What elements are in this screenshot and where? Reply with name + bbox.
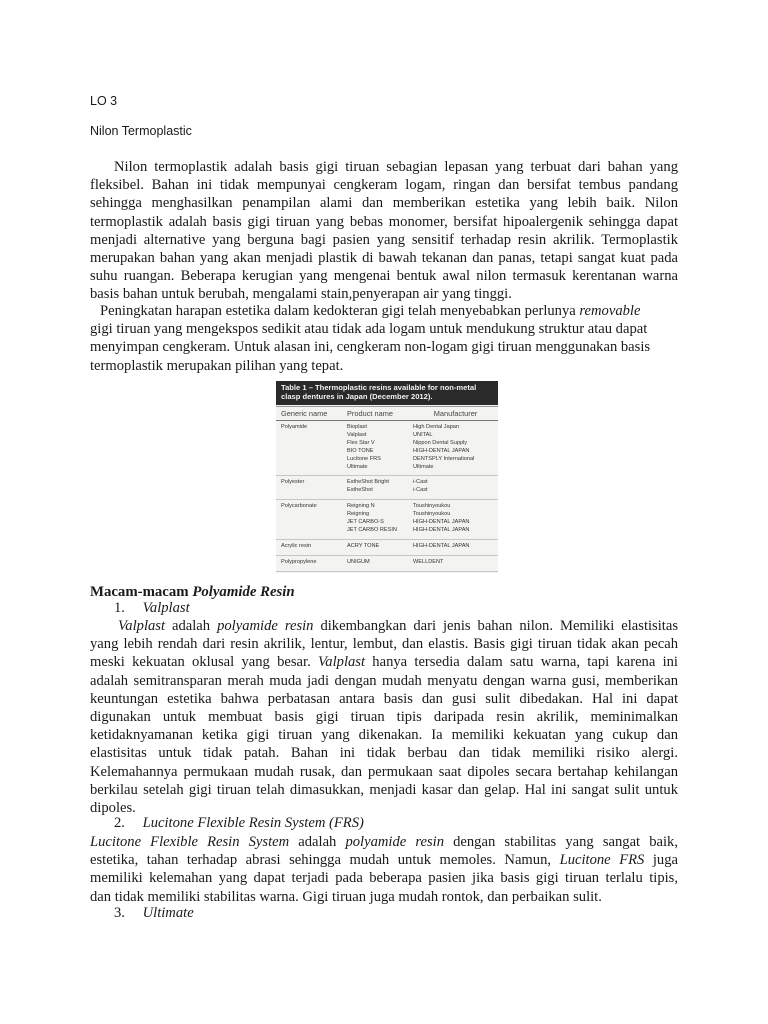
lucitone-term: Lucitone Flexible Resin System: [90, 834, 290, 850]
table-product-name: ACRY TONE: [347, 542, 380, 549]
list-item-title: Lucitone Flexible Resin System (FRS): [142, 815, 364, 831]
valplast-term: Valplast: [118, 618, 166, 634]
lucitone-paragraph: [90, 833, 678, 906]
table-row: [276, 556, 498, 572]
table-manufacturer-name: Toushinyoukou: [413, 511, 451, 518]
valplast-text: dikembangkan dari jenis bahan nilon. Memiliki elastisitas: [313, 618, 679, 634]
table-product-name: Reigning: [347, 511, 370, 518]
list-item-title: Valplast: [142, 600, 190, 616]
table-cell-products: [347, 543, 413, 551]
section-heading-text: Macam-macam: [90, 584, 193, 600]
table-body: [276, 421, 498, 572]
table-product-name: Bioplast: [347, 424, 367, 430]
table-header-generic: Generic name: [281, 409, 328, 418]
list-item-number: 3.: [114, 905, 125, 921]
table-cell-products: [347, 503, 413, 535]
valplast-line: keuntungan estetika bahwa perbatasan antara basis dan gusi sulit dibedakan. Hal ini dapat: [90, 690, 678, 707]
intro-line: merupakan bahan yang akan menjadi plastik di bawah tekanan dan panas, tetapi sangat kuat pada: [90, 250, 678, 267]
second-line: menyimpan cengkeram. Untuk alasan ini, cengkeram non-logam gigi tiruan menggunakan basis: [90, 339, 651, 356]
table-caption: [276, 381, 498, 405]
table-manufacturer-name: UNITAL: [413, 431, 433, 438]
table-cell-generic: Polyester: [281, 479, 305, 486]
table-product-name: JET CARBO RESIN: [347, 526, 397, 533]
list-item-number: 1.: [114, 600, 125, 616]
table-cell-manufacturers: [413, 503, 498, 535]
polyamide-term: polyamide resin: [217, 618, 314, 634]
intro-paragraph: [90, 158, 678, 304]
lucitone-line: [90, 833, 678, 851]
valplast-line: digunakan untuk membuat basis gigi tiruan tipis daripada resin akrilik, meminimalkan: [90, 709, 678, 726]
table-cell-generic: Polypropylene: [281, 558, 317, 565]
table-manufacturer-name: i-Cast: [413, 487, 428, 494]
second-line: termoplastik merupakan pilihan yang tepat.: [90, 357, 344, 374]
table-product-name: UNIGUM: [347, 558, 370, 565]
lucitone-line: memiliki kelemahan yang dapat terjadi pada beberapa pasien jika basis gigi tiruan terlalu tipis,: [90, 870, 678, 887]
list-item-number: 2.: [114, 815, 125, 831]
lucitone-text: juga: [644, 852, 678, 869]
polyamide-term: polyamide resin: [345, 834, 444, 850]
intro-line: Nilon termoplastik adalah basis gigi tiruan sebagian lepasan yang terbuat dari bahan yang: [114, 159, 678, 175]
valplast-text: adalah: [165, 618, 218, 634]
lucitone-text: dengan stabilitas yang sangat baik,: [444, 834, 678, 850]
second-line-text: Peningkatan harapan estetika dalam kedokteran gigi telah menyebabkan perlunya: [100, 303, 580, 319]
table-product-name: EstheShot Bright: [347, 479, 389, 486]
lucitone-line: dan tidak memiliki stabilitas warna. Gigi tiruan juga mudah rontok, dan perbaikan sulit.: [90, 888, 602, 905]
table-manufacturer-name: DENTSPLY International: [413, 455, 475, 462]
valplast-line: berkilau setelah gigi tiruan telah dimasukkan, menjadi kasar dan gelap. Hal ini sangat sulit untuk: [90, 781, 678, 798]
valplast-line: yang lebih rendah dari resin akrilik, lentur, lembut, dan elastis. Basis gigi tiruan tidak akan pecah: [90, 636, 678, 653]
table-cell-generic: Polycarbonate: [281, 503, 317, 510]
table-product-name: Valplast: [347, 431, 367, 438]
table-row: [276, 540, 498, 556]
table-product-name: Lucitone FRS: [347, 455, 381, 462]
table-header-product: Product name: [347, 409, 394, 418]
table-manufacturer-name: HIGH-DENTAL JAPAN: [413, 519, 470, 526]
section-heading: [90, 584, 295, 601]
second-paragraph: [90, 302, 678, 375]
table-caption-line: Table 1 – Thermoplastic resins available for non-metal: [281, 383, 477, 392]
lucitone-text: adalah: [289, 834, 346, 850]
valplast-text: meski kekuatan oklusal yang besar.: [90, 654, 318, 671]
table-manufacturer-name: Ultimate: [413, 463, 434, 470]
valplast-text: hanya tersedia dalam satu warna, tapi karena ini: [365, 654, 678, 671]
valplast-line: ketidaknyamanan ketika gigi tiruan yang dikenakan. Ia memiliki kekuatan yang cukup dan: [90, 727, 678, 744]
table-cell-manufacturers: [413, 543, 498, 551]
table-manufacturer-name: Nippon Dental Supply: [413, 439, 468, 446]
intro-line: fleksibel. Bahan ini tidak mempunyai cengkeram logam, ringan dan bersifat tembus pandang: [90, 177, 678, 194]
table-product-name: JET CARBO-S: [347, 519, 384, 526]
table-product-name: Flex Star V: [347, 439, 375, 446]
intro-line: menjadi alternative yang berguna bagi pasien yang sensitif terhadap resin akrilik. Termoplastik: [90, 231, 678, 248]
table-manufacturer-name: High Dental Japan: [413, 424, 460, 430]
intro-line: basis bahan untuk berubah, mengalami stain,penyerapan air yang tinggi.: [90, 286, 512, 303]
table-cell-generic: Polyamide: [281, 424, 308, 430]
lucitone-text: estetika, tahan terhadap abrasi sehingga mudah untuk memoles. Namun,: [90, 852, 560, 869]
valplast-line: [90, 617, 678, 635]
second-line: [90, 302, 678, 320]
table-manufacturer-name: i-Cast: [413, 479, 428, 486]
table-row: [276, 476, 498, 500]
table-manufacturer-name: Toushinyoukou: [413, 503, 451, 510]
table-product-name: Reigning N: [347, 503, 375, 510]
list-item: [114, 600, 190, 617]
valplast-paragraph: [90, 617, 678, 817]
valplast-line: elastisitas untuk tidak patah. Bahan ini tidak berbau dan tidak memiliki risiko alergi.: [90, 745, 678, 762]
lo-label: LO 3: [90, 94, 118, 108]
lucitone-frs-term: Lucitone FRS: [559, 852, 645, 869]
table-manufacturer-name: HIGH-DENTAL JAPAN: [413, 542, 470, 549]
valplast-term: Valplast: [318, 654, 366, 671]
valplast-line: Kelemahannya permukaan mudah rusak, dan permukaan saat dipoles secara bertahap kehilangan: [90, 763, 678, 780]
thermoplastic-resins-table: [276, 381, 498, 573]
table-cell-products: [347, 559, 413, 567]
table-product-name: BIO TONE: [347, 447, 374, 454]
table-header-manufacturer: Manufacturer: [433, 409, 478, 418]
table-cell-generic: Acrylic resin: [281, 542, 312, 549]
table-row: [276, 421, 498, 476]
table-product-name: Ultimate: [347, 463, 368, 470]
valplast-line: [90, 653, 678, 671]
table-cell-products: [347, 424, 413, 471]
list-item: [114, 815, 364, 832]
table-cell-manufacturers: [413, 479, 498, 495]
intro-line: suhu ruangan. Beberapa kerugian yang mengenai bentuk awal nilon termasuk kerentanan warna: [90, 268, 678, 285]
table-manufacturer-name: WELLDENT: [413, 558, 444, 565]
table-caption-line: clasp dentures in Japan (December 2012).: [281, 392, 433, 401]
table-manufacturer-name: HIGH-DENTAL JAPAN: [413, 447, 470, 454]
list-item-title: Ultimate: [142, 905, 194, 921]
section-subtitle: Nilon Termoplastic: [90, 124, 192, 138]
section-heading-term: Polyamide Resin: [192, 584, 295, 600]
intro-line: termoplastik adalah basis gigi tiruan yang bebas monomer, bersifat hipoalergenik sehingga dapat: [90, 213, 678, 230]
intro-line: sehingga menghasilkan penampilan alami dan memberikan estetika yang lebih baik. Nilon: [90, 195, 678, 212]
table-row: [276, 500, 498, 540]
table-cell-products: [347, 479, 413, 495]
table-manufacturer-name: HIGH-DENTAL JAPAN: [413, 526, 470, 533]
removable-term: removable: [579, 303, 641, 319]
table-product-name: EstheShot: [347, 487, 373, 494]
table-header: [276, 406, 498, 421]
valplast-line: adalah semitransparan merah muda jadi dengan mudah menyatu dengan warna gusi, memberikan: [90, 672, 678, 689]
lucitone-line: [90, 851, 678, 869]
valplast-line: dipoles.: [90, 800, 136, 817]
table-cell-manufacturers: [413, 424, 498, 471]
list-item: [114, 905, 194, 922]
table-cell-manufacturers: [413, 559, 498, 567]
second-line: gigi tiruan yang mengekspos sedikit atau tidak ada logam untuk mendukung struktur atau dapat: [90, 321, 648, 338]
